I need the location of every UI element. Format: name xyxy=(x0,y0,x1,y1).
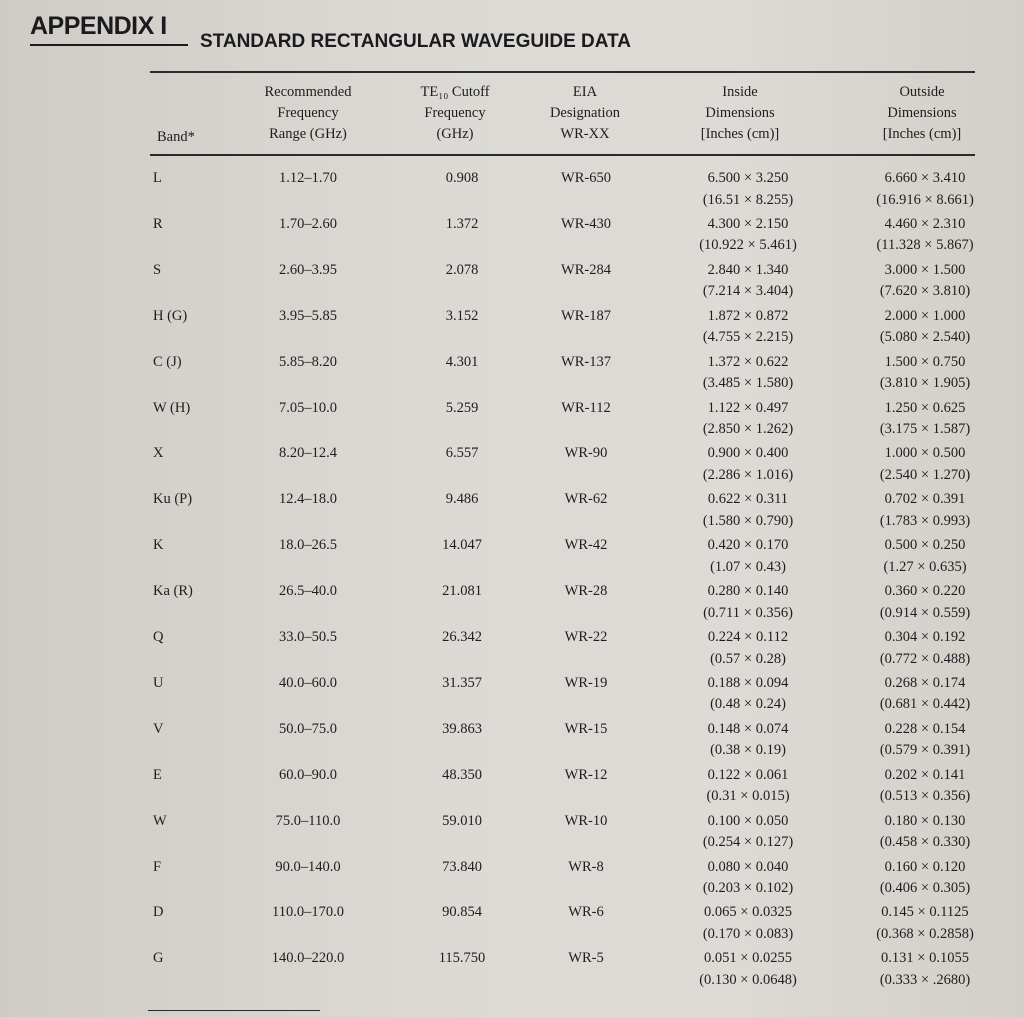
cell-cutoff-frequency: 2.078 xyxy=(445,261,479,278)
outside-centimeters: (16.916 × 8.661) xyxy=(876,191,974,208)
outside-inches: 1.250 × 0.625 xyxy=(884,399,966,416)
outside-inches: 4.460 × 2.310 xyxy=(884,215,966,232)
inside-centimeters: (0.254 × 0.127) xyxy=(702,834,794,851)
cell-eia-designation: WR-187 xyxy=(561,307,611,324)
cell-frequency-range: 7.05–10.0 xyxy=(279,399,337,416)
cell-outside-dimensions xyxy=(880,811,970,854)
cell-inside-dimensions xyxy=(708,535,789,578)
cell-eia-designation: WR-12 xyxy=(564,766,608,783)
outside-centimeters: (7.620 × 3.810) xyxy=(879,283,971,300)
outside-centimeters: (0.368 × 0.2858) xyxy=(876,925,974,942)
cell-band: Q xyxy=(153,629,164,645)
outside-inches: 0.702 × 0.391 xyxy=(884,491,966,508)
cell-outside-dimensions xyxy=(876,902,974,945)
cell-cutoff-frequency: 4.301 xyxy=(445,353,479,370)
cell-outside-dimensions xyxy=(880,673,970,716)
inside-inches: 0.051 × 0.0255 xyxy=(704,950,792,967)
outside-centimeters: (0.513 × 0.356) xyxy=(879,788,971,805)
cell-inside-dimensions xyxy=(708,673,789,716)
cell-outside-dimensions xyxy=(883,535,966,578)
outside-inches: 0.500 × 0.250 xyxy=(884,537,966,554)
inside-inches: 0.080 × 0.040 xyxy=(707,858,789,875)
header-frequency-range: Recommended Frequency Range (GHz) xyxy=(264,84,352,142)
cell-band: L xyxy=(153,170,162,186)
cell-inside-dimensions xyxy=(703,443,793,486)
inside-inches: 1.372 × 0.622 xyxy=(707,353,789,370)
appendix-underline xyxy=(30,44,188,46)
cell-outside-dimensions xyxy=(880,948,970,991)
cell-eia-designation: WR-10 xyxy=(564,812,608,829)
cell-outside-dimensions xyxy=(880,306,970,349)
cell-outside-dimensions xyxy=(880,398,970,441)
cell-cutoff-frequency: 6.557 xyxy=(445,445,479,462)
cell-eia-designation: WR-28 xyxy=(564,583,608,600)
cell-cutoff-frequency: 0.908 xyxy=(445,170,479,186)
outside-centimeters: (1.27 × 0.635) xyxy=(883,558,967,575)
outside-centimeters: (0.914 × 0.559) xyxy=(879,604,971,621)
cell-outside-dimensions xyxy=(876,168,974,211)
cell-eia-designation: WR-42 xyxy=(564,537,608,554)
outside-inches: 0.268 × 0.174 xyxy=(884,674,966,691)
cell-inside-dimensions xyxy=(703,489,793,532)
outside-centimeters: (5.080 × 2.540) xyxy=(879,329,971,346)
appendix-label: APPENDIX I xyxy=(30,12,167,40)
cell-frequency-range: 140.0–220.0 xyxy=(271,950,345,967)
cell-cutoff-frequency: 73.840 xyxy=(442,858,482,875)
cell-inside-dimensions xyxy=(699,214,797,257)
outside-inches: 1.000 × 0.500 xyxy=(884,445,966,462)
outside-inches: 0.202 × 0.141 xyxy=(884,766,966,783)
outside-inches: 0.360 × 0.220 xyxy=(884,583,966,600)
cell-frequency-range: 18.0–26.5 xyxy=(279,537,337,554)
cell-band: Ku (P) xyxy=(153,491,193,508)
cell-inside-dimensions xyxy=(706,765,789,808)
cell-outside-dimensions xyxy=(880,581,970,624)
inside-inches: 6.500 × 3.250 xyxy=(707,170,789,186)
cell-frequency-range: 60.0–90.0 xyxy=(279,766,337,783)
outside-centimeters: (2.540 × 1.270) xyxy=(879,466,971,483)
inside-centimeters: (0.31 × 0.015) xyxy=(706,788,790,805)
cell-band: Ka (R) xyxy=(153,583,193,600)
cell-inside-dimensions xyxy=(708,719,789,762)
cell-eia-designation: WR-284 xyxy=(561,261,611,278)
inside-inches: 0.148 × 0.074 xyxy=(707,720,789,737)
appendix-title: STANDARD RECTANGULAR WAVEGUIDE DATA xyxy=(200,31,631,52)
inside-centimeters: (0.130 × 0.0648) xyxy=(699,971,797,988)
cell-inside-dimensions xyxy=(703,168,793,211)
cell-frequency-range: 33.0–50.5 xyxy=(279,629,337,645)
cell-cutoff-frequency: 90.854 xyxy=(442,904,482,921)
cell-band: C (J) xyxy=(153,353,182,370)
inside-centimeters: (3.485 × 1.580) xyxy=(702,375,794,392)
outside-centimeters: (0.458 × 0.330) xyxy=(879,834,971,851)
cell-eia-designation: WR-90 xyxy=(564,445,608,462)
outside-inches: 2.000 × 1.000 xyxy=(884,307,966,324)
inside-centimeters: (2.850 × 1.262) xyxy=(702,421,794,437)
cell-band: S xyxy=(153,261,162,278)
cell-eia-designation: WR-15 xyxy=(564,720,608,737)
cell-frequency-range: 1.70–2.60 xyxy=(279,215,337,232)
cell-inside-dimensions xyxy=(703,306,793,349)
cell-frequency-range: 12.4–18.0 xyxy=(279,491,337,508)
header-eia-designation: EIA Designation WR-XX xyxy=(549,84,621,142)
cell-eia-designation: WR-430 xyxy=(561,215,611,232)
cell-outside-dimensions xyxy=(880,719,970,762)
outside-centimeters: (0.406 × 0.305) xyxy=(879,880,971,896)
cell-inside-dimensions xyxy=(699,948,797,991)
cell-band: K xyxy=(153,537,164,554)
cell-outside-dimensions xyxy=(880,765,970,808)
cell-outside-dimensions xyxy=(880,627,970,670)
cell-band: H (G) xyxy=(153,307,188,324)
cell-inside-dimensions xyxy=(708,627,788,670)
inside-inches: 4.300 × 2.150 xyxy=(707,215,789,232)
inside-inches: 0.900 × 0.400 xyxy=(707,445,789,462)
cell-band: U xyxy=(153,674,164,691)
header-band: Band* xyxy=(157,129,195,145)
cell-band: E xyxy=(153,766,162,783)
outside-centimeters: (0.681 × 0.442) xyxy=(879,696,971,713)
cell-frequency-range: 50.0–75.0 xyxy=(279,720,337,737)
cell-outside-dimensions xyxy=(880,352,970,395)
cell-cutoff-frequency: 3.152 xyxy=(445,307,479,324)
header-outside-dimensions: Outside Dimensions [Inches (cm)] xyxy=(882,84,962,142)
cell-frequency-range: 40.0–60.0 xyxy=(279,674,337,691)
cell-band: X xyxy=(153,445,164,462)
cell-eia-designation: WR-650 xyxy=(561,170,611,186)
table-header-rule xyxy=(150,154,975,156)
cell-frequency-range: 110.0–170.0 xyxy=(272,904,344,921)
cell-band: G xyxy=(153,950,164,967)
inside-inches: 0.100 × 0.050 xyxy=(707,812,789,829)
cell-frequency-range: 90.0–140.0 xyxy=(275,858,341,875)
cell-eia-designation: WR-6 xyxy=(568,904,604,921)
inside-centimeters: (0.203 × 0.102) xyxy=(702,880,794,896)
inside-centimeters: (0.711 × 0.356) xyxy=(703,604,793,621)
outside-centimeters: (1.783 × 0.993) xyxy=(879,512,971,529)
cell-outside-dimensions xyxy=(876,214,973,257)
inside-inches: 0.224 × 0.112 xyxy=(707,629,789,645)
header-inside-dimensions: Inside Dimensions [Inches (cm)] xyxy=(700,84,780,142)
footnote-rule xyxy=(148,1010,320,1011)
inside-inches: 0.188 × 0.094 xyxy=(707,674,789,691)
cell-band: V xyxy=(153,720,164,737)
inside-centimeters: (0.48 × 0.24) xyxy=(710,696,786,713)
header-cutoff-frequency: TE₁₀ Cutoff Frequency (GHz) xyxy=(420,84,490,142)
outside-inches: 3.000 × 1.500 xyxy=(884,261,966,278)
cell-frequency-range: 75.0–110.0 xyxy=(275,812,341,829)
inside-inches: 0.420 × 0.170 xyxy=(707,537,789,554)
cell-eia-designation: WR-19 xyxy=(564,674,608,691)
inside-inches: 2.840 × 1.340 xyxy=(707,261,789,278)
cell-cutoff-frequency: 5.259 xyxy=(445,399,479,416)
cell-eia-designation: WR-137 xyxy=(561,353,611,370)
cell-inside-dimensions xyxy=(703,902,793,945)
cell-cutoff-frequency: 26.342 xyxy=(442,629,482,645)
outside-inches: 0.131 × 0.1055 xyxy=(881,950,969,967)
cell-inside-dimensions xyxy=(703,857,793,900)
outside-inches: 0.160 × 0.120 xyxy=(884,858,966,875)
inside-centimeters: (16.51 × 8.255) xyxy=(702,191,794,208)
inside-centimeters: (4.755 × 2.215) xyxy=(702,329,794,346)
inside-centimeters: (1.07 × 0.43) xyxy=(710,558,786,575)
cell-cutoff-frequency: 59.010 xyxy=(442,812,482,829)
inside-inches: 1.122 × 0.497 xyxy=(707,399,789,416)
cell-outside-dimensions xyxy=(880,260,970,303)
cell-eia-designation: WR-8 xyxy=(568,858,604,875)
inside-centimeters: (0.57 × 0.28) xyxy=(710,650,786,667)
inside-centimeters: (1.580 × 0.790) xyxy=(702,512,794,529)
cell-frequency-range: 8.20–12.4 xyxy=(279,445,337,462)
inside-inches: 0.622 × 0.311 xyxy=(707,491,789,508)
cell-eia-designation: WR-112 xyxy=(561,399,611,416)
cell-inside-dimensions xyxy=(703,581,793,624)
cell-outside-dimensions xyxy=(880,857,970,900)
inside-inches: 0.065 × 0.0325 xyxy=(704,904,792,921)
inside-inches: 0.280 × 0.140 xyxy=(707,583,789,600)
cell-cutoff-frequency: 9.486 xyxy=(445,491,479,508)
cell-band: W (H) xyxy=(153,399,191,416)
table-top-rule xyxy=(150,71,975,73)
outside-centimeters: (0.579 × 0.391) xyxy=(879,742,971,759)
outside-inches: 1.500 × 0.750 xyxy=(884,353,966,370)
outside-inches: 0.304 × 0.192 xyxy=(884,629,966,645)
inside-centimeters: (2.286 × 1.016) xyxy=(702,466,794,483)
inside-inches: 1.872 × 0.872 xyxy=(707,307,789,324)
cell-cutoff-frequency: 1.372 xyxy=(445,215,479,232)
outside-inches: 0.145 × 0.1125 xyxy=(881,904,969,921)
cell-frequency-range: 26.5–40.0 xyxy=(279,583,337,600)
cell-band: W xyxy=(153,812,167,829)
cell-inside-dimensions xyxy=(703,352,793,395)
inside-centimeters: (0.38 × 0.19) xyxy=(710,742,786,759)
outside-inches: 6.660 × 3.410 xyxy=(884,170,966,186)
cell-outside-dimensions xyxy=(880,443,970,486)
cell-cutoff-frequency: 48.350 xyxy=(442,766,482,783)
cell-frequency-range: 5.85–8.20 xyxy=(279,353,337,370)
cell-cutoff-frequency: 14.047 xyxy=(442,537,482,554)
inside-centimeters: (0.170 × 0.083) xyxy=(702,925,794,942)
cell-cutoff-frequency: 39.863 xyxy=(442,720,482,737)
cell-eia-designation: WR-22 xyxy=(564,629,608,645)
outside-centimeters: (3.175 × 1.587) xyxy=(879,421,971,437)
cell-eia-designation: WR-5 xyxy=(568,950,604,967)
outside-centimeters: (0.333 × .2680) xyxy=(879,971,971,988)
outside-centimeters: (0.772 × 0.488) xyxy=(879,650,971,667)
inside-centimeters: (7.214 × 3.404) xyxy=(702,283,794,300)
cell-inside-dimensions xyxy=(703,811,793,854)
outside-inches: 0.180 × 0.130 xyxy=(884,812,966,829)
inside-centimeters: (10.922 × 5.461) xyxy=(699,237,797,254)
cell-inside-dimensions xyxy=(703,398,793,441)
cell-inside-dimensions xyxy=(703,260,793,303)
cell-outside-dimensions xyxy=(880,489,970,532)
cell-eia-designation: WR-62 xyxy=(564,491,608,508)
cell-frequency-range: 3.95–5.85 xyxy=(279,307,337,324)
cell-cutoff-frequency: 31.357 xyxy=(442,674,482,691)
cell-cutoff-frequency: 21.081 xyxy=(442,583,482,600)
outside-inches: 0.228 × 0.154 xyxy=(884,720,966,737)
cell-band: D xyxy=(153,904,164,921)
cell-band: F xyxy=(153,858,162,875)
outside-centimeters: (11.328 × 5.867) xyxy=(876,237,974,254)
cell-frequency-range: 1.12–1.70 xyxy=(279,170,337,186)
inside-inches: 0.122 × 0.061 xyxy=(707,766,789,783)
outside-centimeters: (3.810 × 1.905) xyxy=(879,375,971,392)
cell-frequency-range: 2.60–3.95 xyxy=(279,261,337,278)
cell-cutoff-frequency: 115.750 xyxy=(438,950,486,967)
cell-band: R xyxy=(153,215,163,232)
